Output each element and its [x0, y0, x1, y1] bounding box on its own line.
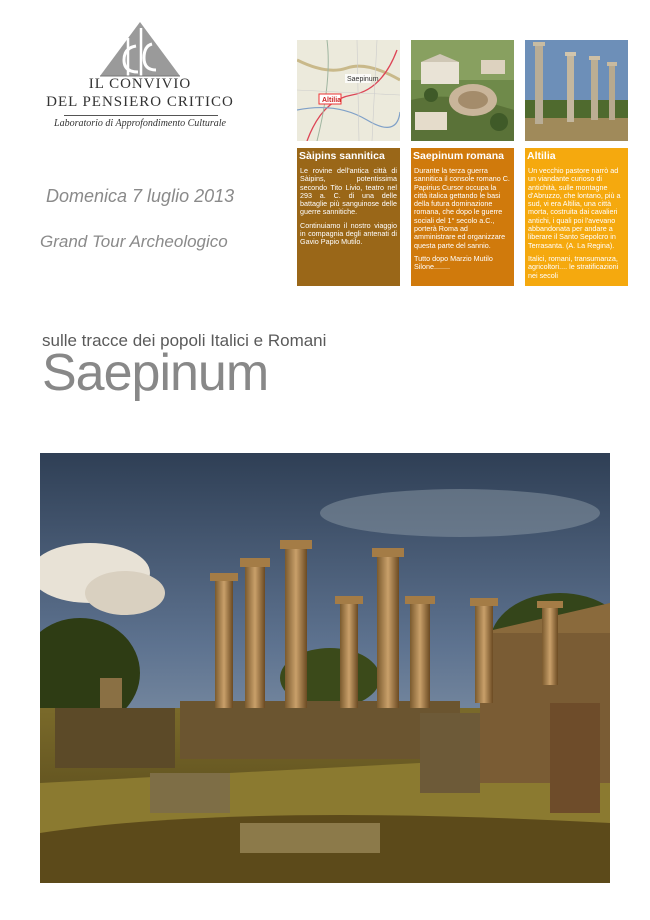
- event-date: Domenica 7 luglio 2013: [46, 186, 235, 206]
- headline-title: Saepinum: [42, 344, 269, 402]
- logo-line-2: DEL PENSIERO CRITICO: [46, 94, 234, 110]
- event-name: Grand Tour Archeologico: [40, 232, 228, 251]
- map-thumbnail: [297, 40, 400, 141]
- panel-title: Altilia: [527, 150, 556, 162]
- logo-line-1: IL CONVIVIO: [88, 76, 192, 92]
- panel-paragraph: Continuiamo il nostro viaggio in compagnia degli antenati di Gavio Papio Mutilo.: [300, 220, 397, 247]
- logo-tagline: Laboratorio di Approfondimento Culturale: [54, 118, 226, 129]
- convivio-logo: [40, 18, 240, 138]
- panel-title: Sàipins sannitica: [299, 150, 385, 162]
- panel-saepinum-romana: [411, 148, 514, 286]
- headline-subtitle: sulle tracce dei popoli Italici e Romani: [42, 331, 327, 350]
- panel-saipins: [297, 148, 400, 286]
- panel-title: Saepinum romana: [413, 150, 505, 162]
- panel-paragraph: Un vecchio pastore narrò ad un viandante curioso di antichità, sulle montagne d'Abruzzo, che lontano, più a sud, vi era Altilia, una città morta, costruita dai cavalieri antichi, i quali poi l'avevano abbandonata per andare a liberare il Santo Sepolcro in Terrasanta. (A. La Regina).: [528, 166, 621, 250]
- columns-photo-thumbnail: [525, 40, 628, 141]
- map-label-saepinum: Saepinum: [347, 76, 379, 83]
- aerial-photo-thumbnail: [411, 40, 514, 141]
- panel-paragraph: Durante la terza guerra sannitica il console romano C. Papirius Cursor occupa la città italica gettando le basi della futura dominazione romana, che dopo le guerre sociali del 1° secolo a.C., porterà Roma ad amministrare ed organizzare questa parte del sannio.: [414, 166, 510, 250]
- panel-paragraph: Italici, romani, transumanza, agricoltori.... le stratificazioni nei secoli: [528, 253, 619, 280]
- panel-paragraph: Tutto dopo Marzio Mutilo Silone........: [414, 253, 493, 272]
- map-label-altilia: Altilia: [322, 97, 342, 104]
- triangle-logo-icon: [40, 18, 240, 78]
- panel-paragraph: Le rovine dell'antica città di Sàipins, potentissima secondo Tito Livio, teatro nel 293 a. C. di una delle battaglie più sanguinose delle guerre sannitiche.: [300, 166, 397, 217]
- panel-altilia: [525, 148, 628, 286]
- logo-divider: [64, 115, 218, 116]
- ruins-main-photo: [40, 453, 610, 883]
